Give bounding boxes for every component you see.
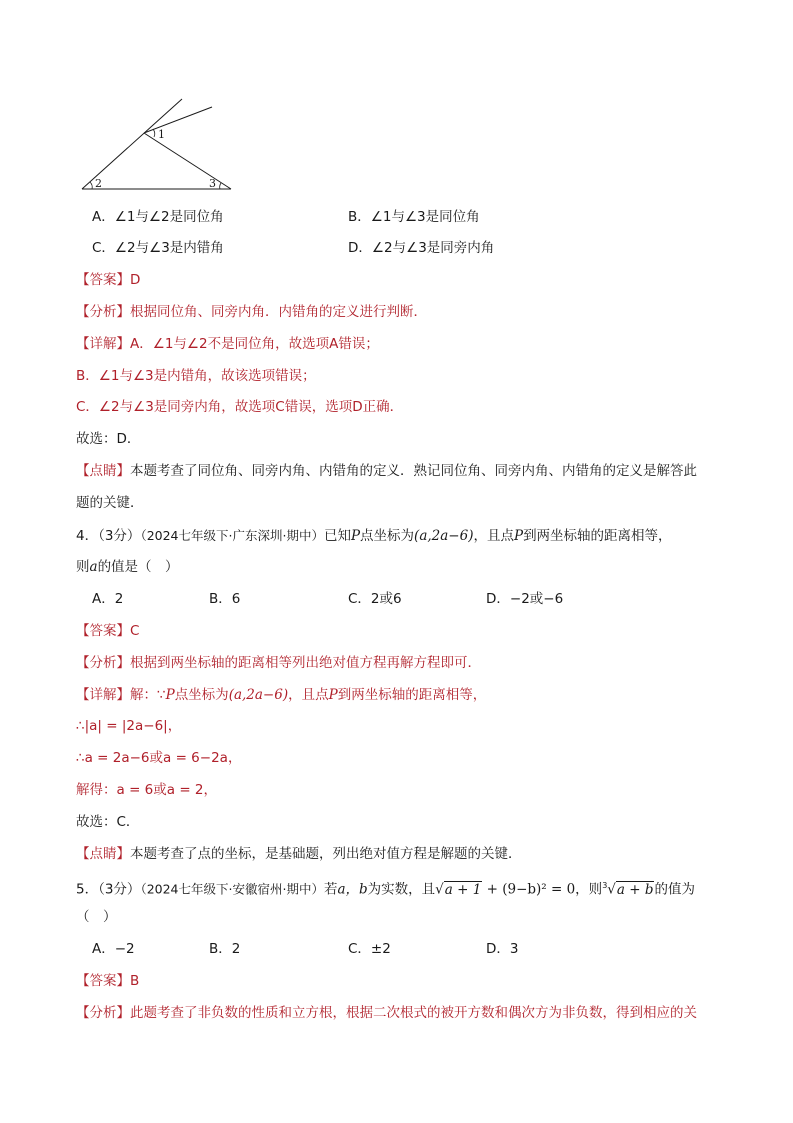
- q5-option-a[interactable]: A．−2: [92, 941, 135, 957]
- q5-option-c[interactable]: C．±2: [348, 941, 391, 957]
- q3-detail-1: A．∠1与∠2不是同位角，故选项A错误；: [130, 336, 379, 352]
- q4-equation-3: 解得：a = 6或a = 2，: [76, 782, 218, 798]
- q5-term-2: + (9−b)² = 0，则: [482, 881, 603, 898]
- q4-choose-line: 故选：C．: [76, 814, 140, 830]
- q3-detail-line-2: B．∠1与∠3是内错角，故该选项错误；: [76, 368, 316, 384]
- angle-3-arc: [220, 183, 221, 189]
- q3-answer: D: [130, 272, 141, 288]
- q4-answer: C: [130, 623, 140, 639]
- q3-option-d[interactable]: D．∠2与∠3是同旁内角: [348, 240, 495, 256]
- angle-figure: [76, 92, 246, 192]
- q4-stem-text-a: 已知: [323, 528, 351, 544]
- q5-answer-line: [76, 971, 139, 991]
- q4-option-a[interactable]: A．2: [92, 591, 124, 607]
- comment-tag: 【点睛】: [76, 463, 130, 479]
- q5-stem-c: 的值为: [654, 881, 695, 898]
- q3-detail-line-3: C．∠2与∠3是同旁内角，故选项C错误，选项D正确．: [76, 399, 404, 415]
- q4-detail-p-2: P: [328, 687, 338, 703]
- detail-tag: 【详解】: [76, 687, 130, 703]
- answer-tag: 【答案】: [76, 623, 130, 639]
- angle-1-arc: [153, 129, 155, 137]
- q4-option-d[interactable]: D．−2或−6: [486, 591, 564, 607]
- angle-2-label: 2: [95, 177, 102, 190]
- q4-detail-c: ，且点: [288, 687, 329, 703]
- q5-stem-a: 若: [323, 881, 338, 898]
- q5-analysis: 此题考查了非负数的性质和立方根，根据二次根式的被开方数和偶次方为非负数，得到相应的关: [130, 1005, 697, 1021]
- sqrt-symbol: √: [435, 881, 444, 898]
- q3-option-a[interactable]: A．∠1与∠2是同位角: [92, 209, 224, 225]
- q4-stem-line-1: [76, 526, 672, 546]
- q4-line2-b: 的值是（ ）: [97, 559, 179, 575]
- q5-number: 5．（3分）: [76, 881, 141, 898]
- q5-cube-index: 3: [602, 881, 608, 890]
- q4-detail-b: 点坐标为: [174, 687, 229, 703]
- analysis-tag: 【分析】: [76, 1005, 130, 1021]
- q4-point-p: P: [350, 528, 361, 544]
- left-side-line: [82, 99, 182, 189]
- q4-comment: 本题考查了点的坐标，是基础题，列出绝对值方程是解题的关键．: [130, 846, 522, 862]
- q4-answer-line: [76, 621, 139, 641]
- q3-analysis: 根据同位角、同旁内角．内错角的定义进行判断．: [130, 304, 427, 320]
- ray-line: [144, 107, 212, 133]
- q3-comment-line-2: 题的关键．: [76, 495, 144, 511]
- q3-comment-line-1: [76, 461, 697, 481]
- q4-stem-text-b: 点坐标为: [360, 528, 415, 544]
- q4-detail-p: P: [165, 687, 175, 703]
- q4-equation-1: ∴|a| = |2a−6|，: [76, 718, 182, 734]
- answer-tag: 【答案】: [76, 973, 130, 989]
- q4-number: 4．（3分）: [76, 528, 141, 544]
- q4-source: （2024七年级下·广东深圳·期中）: [140, 528, 324, 543]
- cbrt-symbol: √: [607, 881, 616, 898]
- angle-1-label: 1: [158, 128, 165, 141]
- q5-source: （2024七年级下·安徽宿州·期中）: [140, 881, 324, 897]
- q4-analysis-line: [76, 653, 481, 673]
- q3-detail-line-1: [76, 334, 379, 354]
- q4-detail-coord: (a,2a−6): [228, 687, 289, 703]
- q5-paren-line: （ ）: [76, 909, 117, 925]
- angle-2-arc: [90, 182, 92, 189]
- q4-detail-d: 到两坐标轴的距离相等，: [337, 687, 487, 703]
- q5-option-b[interactable]: B．2: [209, 941, 241, 957]
- q4-stem-text-d: 到两坐标轴的距离相等，: [523, 528, 672, 544]
- q3-option-c[interactable]: C．∠2与∠3是内错角: [92, 240, 224, 256]
- comment-tag: 【点睛】: [76, 846, 130, 862]
- q5-radicand-1: a + 1: [444, 881, 482, 898]
- q4-analysis: 根据到两坐标轴的距离相等列出绝对值方程再解方程即可．: [130, 655, 481, 671]
- analysis-tag: 【分析】: [76, 304, 130, 320]
- q4-stem-text-c: ，且点: [473, 528, 514, 544]
- q4-detail-a: 解：∵: [130, 687, 166, 703]
- detail-tag: 【详解】: [76, 336, 130, 352]
- answer-tag: 【答案】: [76, 272, 130, 288]
- angle-3-label: 3: [209, 177, 216, 190]
- q3-answer-line: [76, 270, 140, 290]
- q4-option-c[interactable]: C．2或6: [348, 591, 402, 607]
- analysis-tag: 【分析】: [76, 655, 130, 671]
- q5-analysis-line: [76, 1003, 697, 1023]
- q5-radicand-2: a + b: [616, 881, 654, 898]
- q3-option-b[interactable]: B．∠1与∠3是同位角: [348, 209, 480, 225]
- q4-equation-2: ∴a = 2a−6或a = 6−2a，: [76, 750, 242, 766]
- q5-vars: a，b: [337, 881, 368, 898]
- q3-comment-1: 本题考查了同位角、同旁内角、内错角的定义．熟记同位角、同旁内角、内错角的定义是解答此: [130, 463, 697, 479]
- q4-detail-line: [76, 685, 486, 705]
- q4-point-p-2: P: [513, 528, 524, 544]
- q5-stem-b: 为实数，且: [367, 881, 436, 898]
- q4-option-b[interactable]: B．6: [209, 591, 241, 607]
- q4-stem-line-2: [76, 557, 179, 577]
- q3-analysis-line: [76, 302, 427, 322]
- q4-comment-line: [76, 844, 522, 864]
- q4-coordinate: (a,2a−6): [414, 528, 474, 544]
- q4-line2-a: 则: [76, 559, 90, 575]
- right-side-line: [144, 133, 231, 189]
- q3-choose-line: 故选：D．: [76, 431, 141, 447]
- q5-answer: B: [130, 973, 140, 989]
- q4-var-a: a: [89, 559, 98, 575]
- q5-stem-line-1: [76, 876, 695, 900]
- q5-option-d[interactable]: D．3: [486, 941, 519, 957]
